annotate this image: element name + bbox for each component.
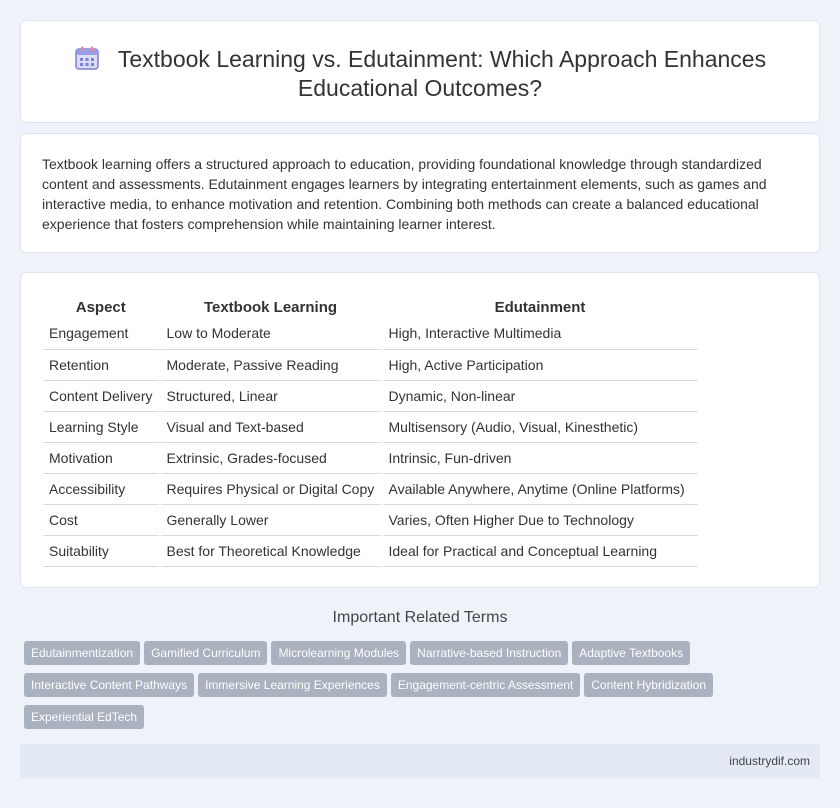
header-aspect: Aspect [43, 295, 160, 318]
comparison-card [20, 272, 820, 588]
table-row [43, 535, 698, 566]
table-body [43, 318, 698, 566]
related-term-tag[interactable]: Content Hybridization [584, 673, 713, 697]
intro-card [20, 133, 820, 253]
page-title-wrap [61, 45, 779, 103]
table-row [43, 411, 698, 442]
table-row [43, 318, 698, 349]
cell-aspect: Learning Style [43, 411, 160, 442]
related-term-tag[interactable]: Immersive Learning Experiences [198, 673, 387, 697]
cell-edutainment: Available Anywhere, Anytime (Online Platforms) [382, 473, 698, 504]
footer [20, 744, 820, 778]
related-terms-title: Important Related Terms [332, 609, 508, 626]
related-term-tag[interactable]: Edutainmentization [24, 641, 140, 665]
cell-edutainment: Ideal for Practical and Conceptual Learning [382, 535, 698, 566]
cell-edutainment: Intrinsic, Fun-driven [382, 442, 698, 473]
cell-textbook: Generally Lower [160, 504, 382, 535]
related-term-tag[interactable]: Experiential EdTech [24, 705, 144, 729]
cell-textbook: Structured, Linear [160, 380, 382, 411]
cell-textbook: Extrinsic, Grades-focused [160, 442, 382, 473]
cell-textbook: Best for Theoretical Knowledge [160, 535, 382, 566]
cell-aspect: Content Delivery [43, 380, 160, 411]
cell-textbook: Low to Moderate [160, 318, 382, 349]
cell-textbook: Moderate, Passive Reading [160, 349, 382, 380]
table-header-row [43, 295, 698, 318]
related-term-tag[interactable]: Narrative-based Instruction [410, 641, 568, 665]
cell-textbook: Visual and Text-based [160, 411, 382, 442]
intro-paragraph: Textbook learning offers a structured approach to education, providing foundational knowledge through standardized content and assessments. Edutainment engages learners by integrating entertainment elements, such as games and interactive media, to enhance motivation and retention. Combining both methods can create a balanced educational experience that fosters comprehension while maintaining learner interest. [42, 156, 767, 232]
cell-edutainment: High, Active Participation [382, 349, 698, 380]
cell-edutainment: Varies, Often Higher Due to Technology [382, 504, 698, 535]
related-terms-list [24, 641, 804, 737]
related-term-tag[interactable]: Adaptive Textbooks [572, 641, 690, 665]
page-title: Textbook Learning vs. Edutainment: Which Approach Enhances Educational Outcomes? [117, 46, 767, 101]
cell-aspect: Motivation [43, 442, 160, 473]
table-row [43, 473, 698, 504]
related-term-tag[interactable]: Gamified Curriculum [144, 641, 267, 665]
cell-aspect: Suitability [43, 535, 160, 566]
calendar-icon [74, 45, 100, 71]
cell-edutainment: High, Interactive Multimedia [382, 318, 698, 349]
cell-aspect: Cost [43, 504, 160, 535]
related-term-tag[interactable]: Engagement-centric Assessment [391, 673, 580, 697]
cell-aspect: Accessibility [43, 473, 160, 504]
cell-edutainment: Multisensory (Audio, Visual, Kinesthetic) [382, 411, 698, 442]
title-card [20, 20, 820, 123]
related-term-tag[interactable]: Microlearning Modules [271, 641, 406, 665]
cell-aspect: Engagement [43, 318, 160, 349]
comparison-table [43, 295, 698, 567]
header-edutainment: Edutainment [494, 299, 586, 316]
table-row [43, 442, 698, 473]
table-row [43, 349, 698, 380]
cell-edutainment: Dynamic, Non-linear [382, 380, 698, 411]
related-term-tag[interactable]: Interactive Content Pathways [24, 673, 194, 697]
cell-textbook: Requires Physical or Digital Copy [160, 473, 382, 504]
header-textbook: Textbook Learning [160, 295, 382, 318]
cell-aspect: Retention [43, 349, 160, 380]
table-row [43, 504, 698, 535]
table-row [43, 380, 698, 411]
footer-site[interactable]: industrydif.com [729, 754, 810, 768]
